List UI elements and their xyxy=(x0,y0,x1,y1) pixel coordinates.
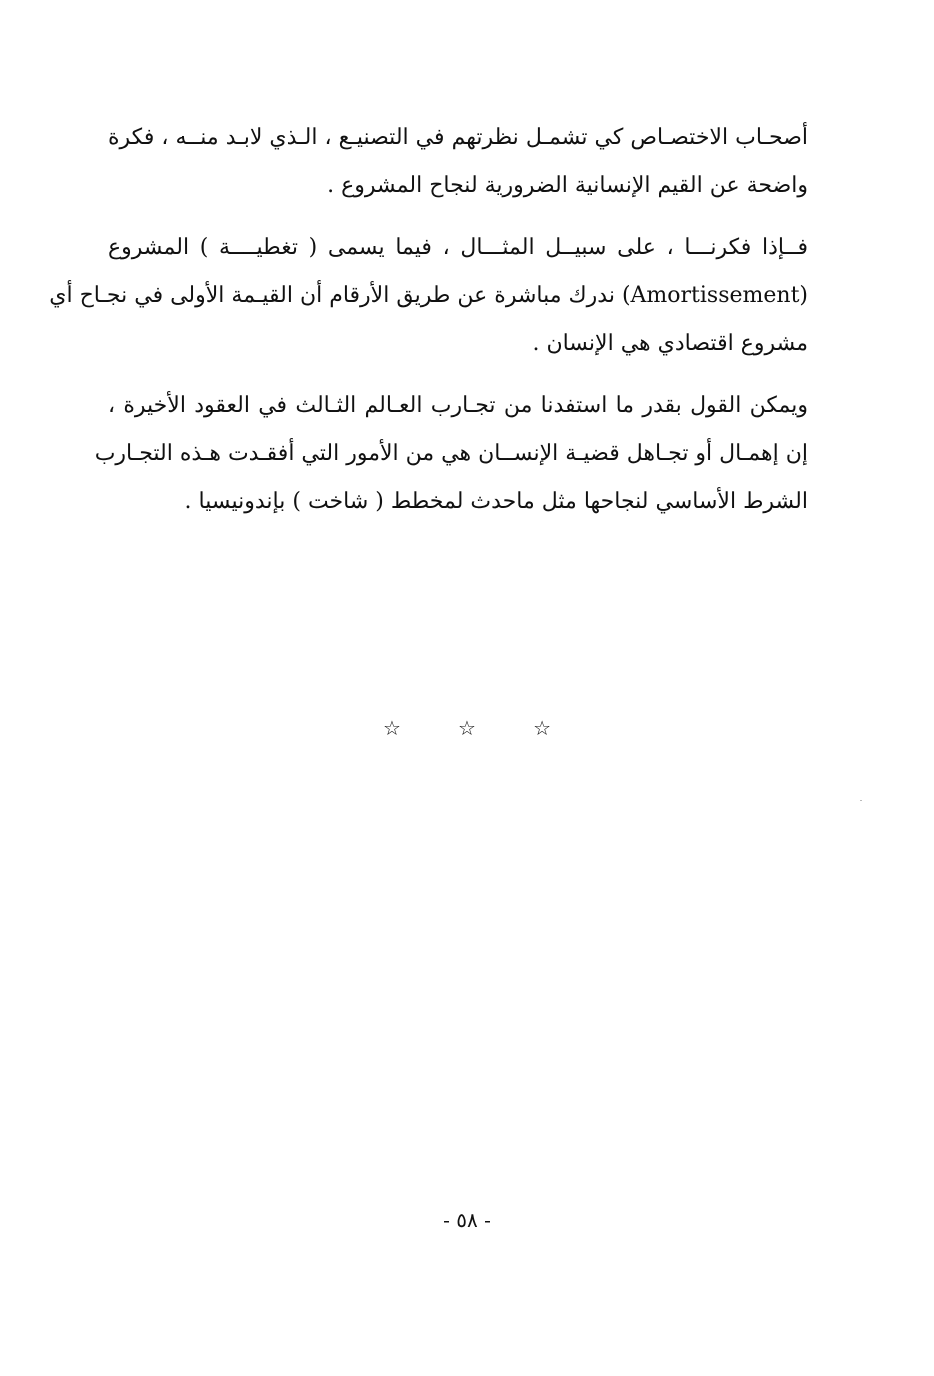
star-icon: ☆ xyxy=(533,716,551,740)
paragraph-1 xyxy=(108,114,808,210)
scan-speck xyxy=(860,800,862,801)
text-line-with-term xyxy=(49,272,808,320)
star-icon: ☆ xyxy=(458,716,476,740)
page-number: - ٥٨ - xyxy=(443,1208,491,1232)
text-line: مشروع اقتصادي هي الإنسان . xyxy=(532,331,808,356)
text-line: إن إهمـال أو تجـاهل قضيـة الإنســان هي من الأمور التي أفقـدت هـذه التجـارب xyxy=(94,441,808,466)
star-icon: ☆ xyxy=(383,716,401,740)
paragraph-3 xyxy=(94,382,808,526)
text-line: الشرط الأساسي لنجاحها مثل ماحدث لمخطط ( شاخت ) بإندونيسيا . xyxy=(184,489,808,514)
section-separator xyxy=(0,716,934,740)
text-line: ويمكن القول بقدر ما استفدنا من تجـارب العـالم الثـالث في العقود الأخيرة ، xyxy=(108,393,808,418)
text-line: فــإذا فكرنـــا ، على سبيــل المثـــال ، فيما يسمى ( تغطيــــة ) المشروع xyxy=(108,235,808,260)
paragraph-2 xyxy=(49,224,808,368)
text-line-rest: ندرك مباشرة عن طريق الأرقام أن القيـمة الأولى في نجـاح أي xyxy=(49,283,615,308)
text-line: أصحـاب الاختصـاص كي تشمـل نظرتهم في التصنيـع ، الـذي لابـد منــه ، فكرة xyxy=(108,125,808,150)
body-text xyxy=(49,114,808,540)
text-line: واضحة عن القيم الإنسانية الضرورية لنجاح المشروع . xyxy=(327,173,808,198)
latin-term: (Amortissement) xyxy=(621,283,808,308)
